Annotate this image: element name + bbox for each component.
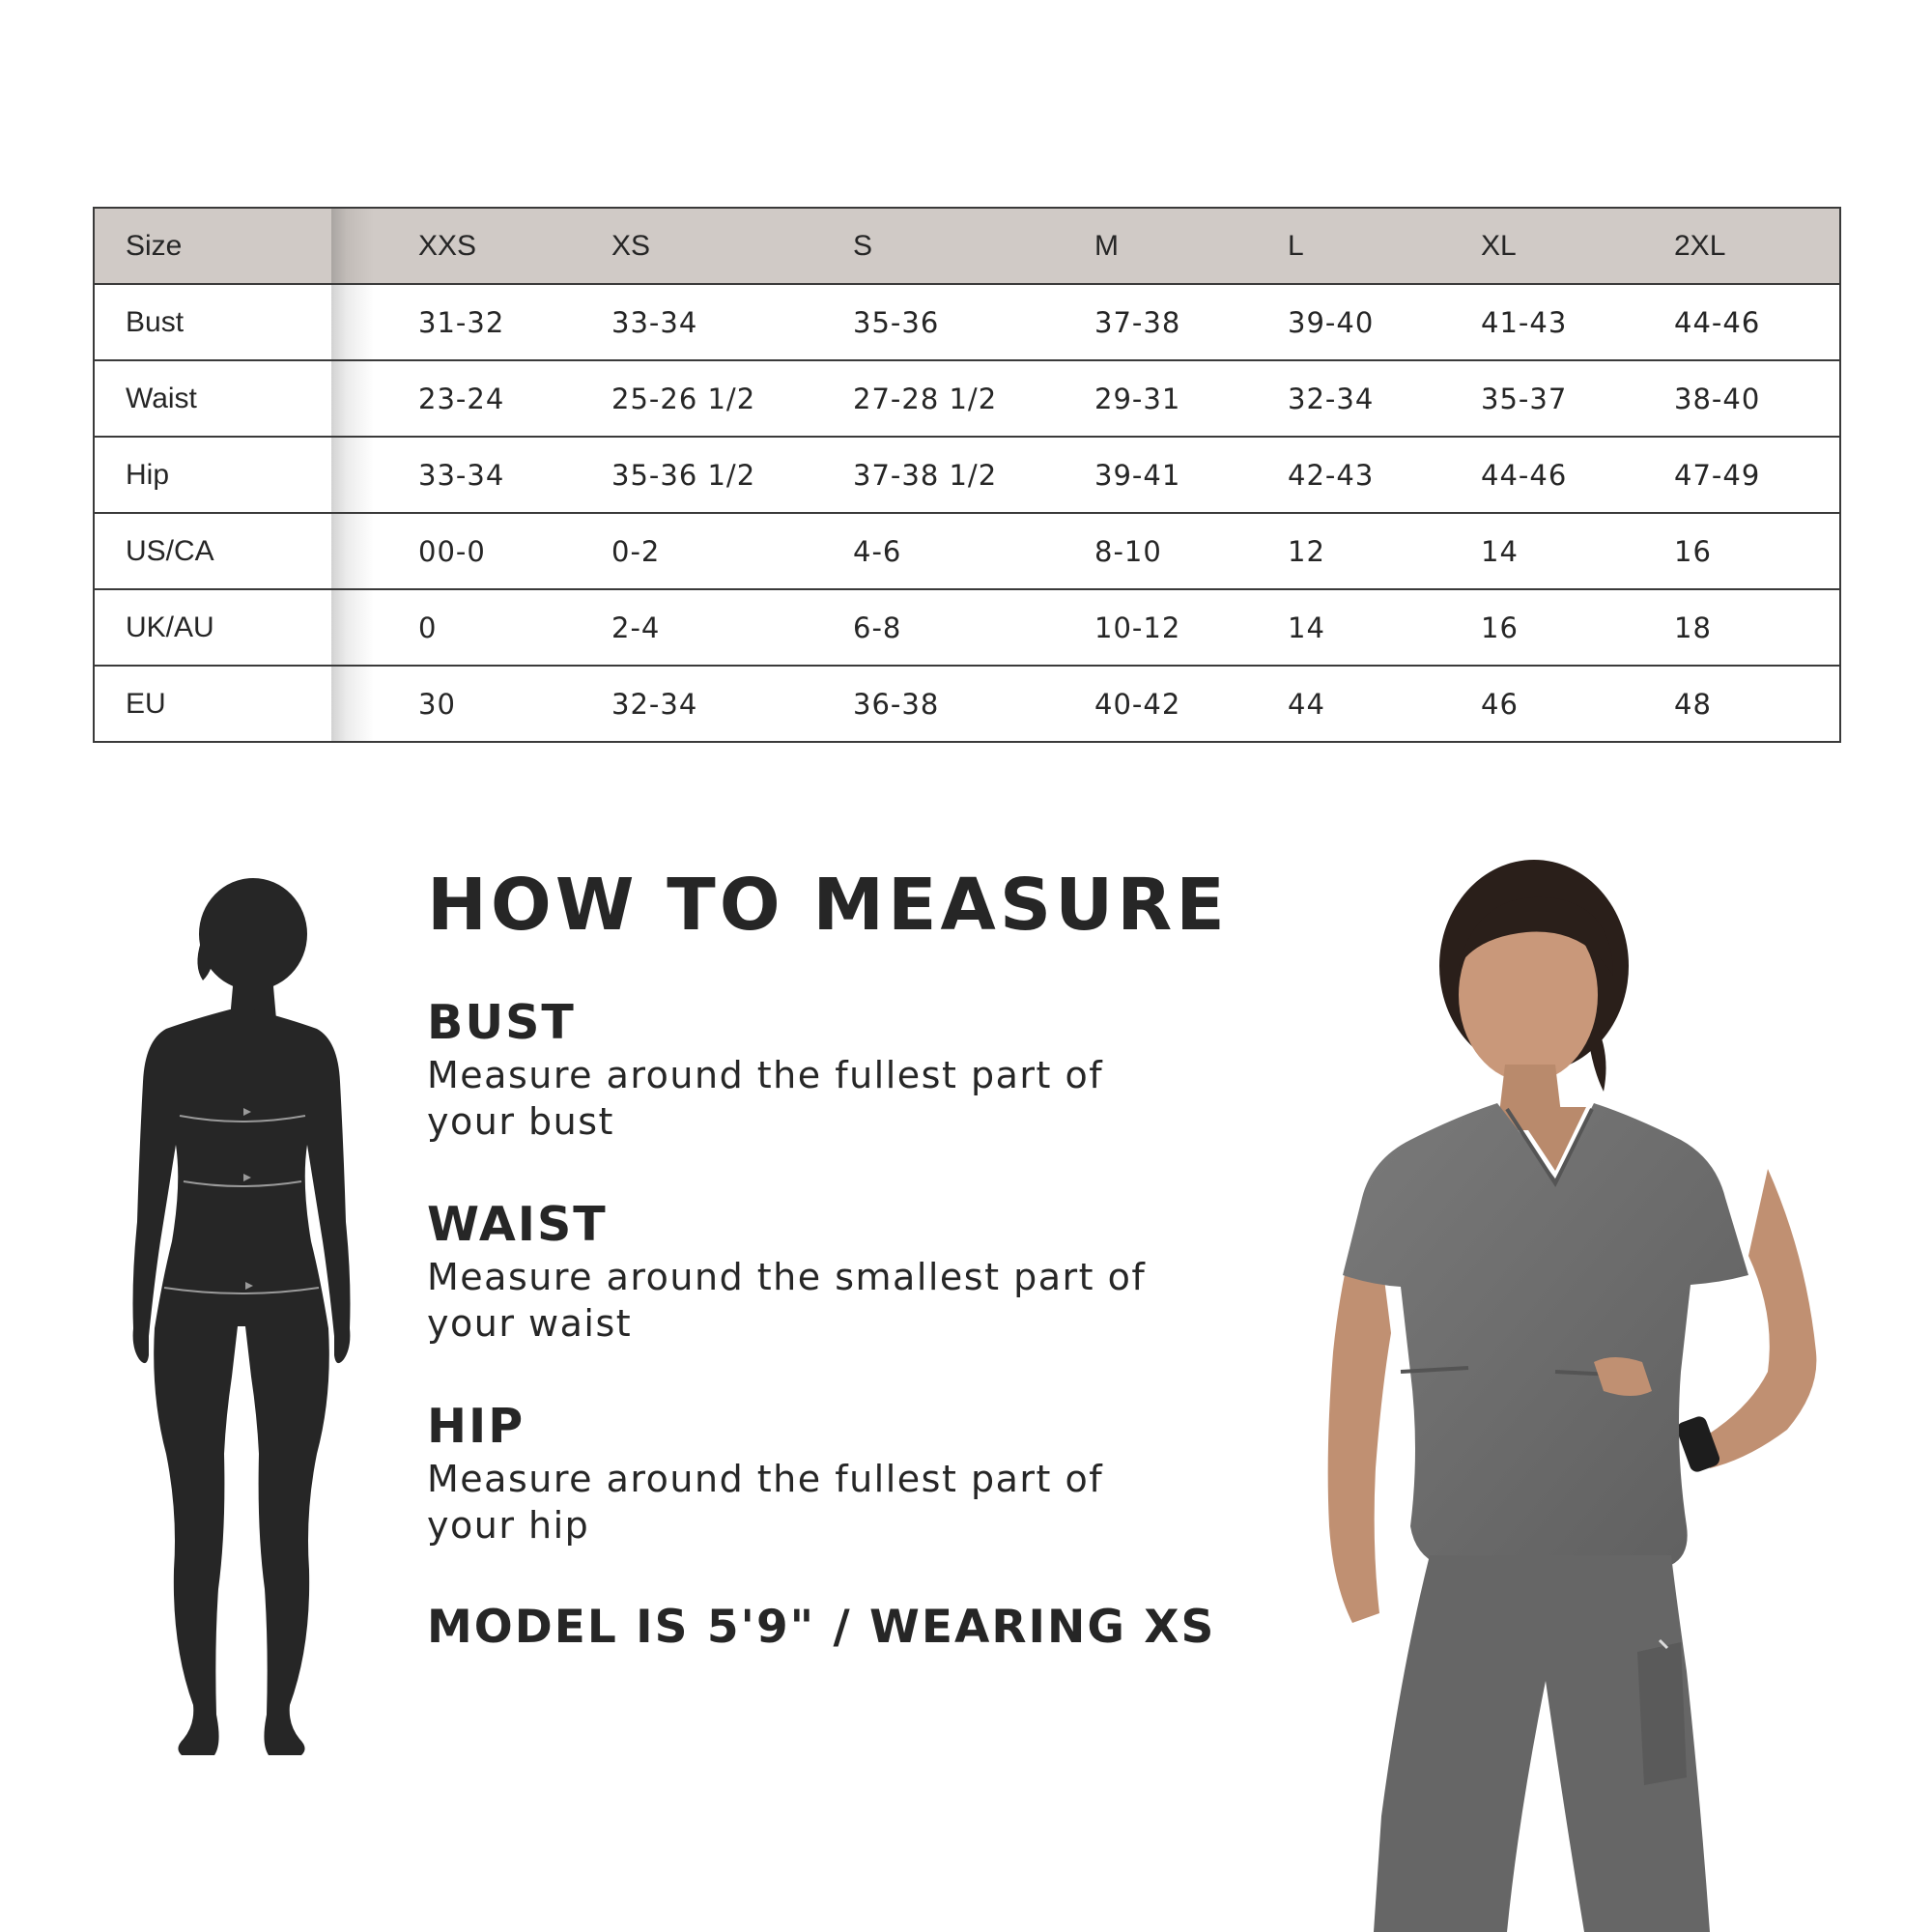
- table-cell: 37-38 1/2: [853, 437, 1094, 513]
- table-cell: 44-46: [1674, 284, 1840, 360]
- row-label: Waist: [94, 360, 331, 437]
- table-cell: 41-43: [1481, 284, 1674, 360]
- table-row: [94, 666, 1840, 742]
- how-to-measure-section: [427, 864, 1248, 1654]
- size-header-cell: L: [1288, 208, 1481, 284]
- row-label: US/CA: [94, 513, 331, 589]
- table-cell: 38-40: [1674, 360, 1840, 437]
- table-cell: 14: [1481, 513, 1674, 589]
- table-cell: 27-28 1/2: [853, 360, 1094, 437]
- model-size-note: MODEL IS 5'9" / WEARING XS: [427, 1601, 1216, 1654]
- table-cell: 39-40: [1288, 284, 1481, 360]
- table-cell: 35-36 1/2: [611, 437, 853, 513]
- size-header-cell: M: [1094, 208, 1288, 284]
- table-cell: 48: [1674, 687, 1712, 721]
- bust-description: Measure around the fullest part of your bust: [427, 1054, 1104, 1143]
- table-cell: 18: [1674, 589, 1840, 666]
- hip-heading: HIP: [427, 1399, 526, 1454]
- hip-description: Measure around the fullest part of your hip: [427, 1458, 1104, 1547]
- size-chart-table: [93, 207, 1841, 743]
- size-header-label: Size: [94, 208, 331, 284]
- size-header-cell: XL: [1481, 208, 1674, 284]
- row-label: UK/AU: [94, 589, 331, 666]
- column-divider: [331, 437, 418, 513]
- table-cell: 46: [1481, 687, 1519, 721]
- column-divider: [331, 360, 418, 437]
- model-photo-illustration: [1265, 850, 1835, 1932]
- table-cell: 47-49: [1674, 437, 1840, 513]
- table-cell: 42-43: [1288, 437, 1481, 513]
- row-label: EU: [126, 687, 166, 720]
- table-cell: 40-42: [1094, 687, 1181, 721]
- table-cell: 32-34: [1288, 360, 1481, 437]
- size-header-cell: XXS: [418, 208, 611, 284]
- table-cell: 12: [1288, 513, 1481, 589]
- table-cell: 16: [1674, 513, 1840, 589]
- waist-heading: WAIST: [427, 1197, 608, 1252]
- table-cell: 30: [418, 687, 456, 721]
- table-cell: 44-46: [1481, 437, 1674, 513]
- table-cell: 16: [1481, 589, 1674, 666]
- table-cell: 37-38: [1094, 284, 1288, 360]
- waist-description: Measure around the smallest part of your waist: [427, 1256, 1147, 1345]
- row-label: Bust: [94, 284, 331, 360]
- table-cell: 31-32: [418, 284, 611, 360]
- table-row: [94, 360, 1840, 437]
- size-header-cell: 2XL: [1674, 208, 1840, 284]
- table-cell: 33-34: [418, 437, 611, 513]
- bust-heading: BUST: [427, 995, 576, 1050]
- table-cell: 2-4: [611, 589, 853, 666]
- table-cell: 6-8: [853, 589, 1094, 666]
- table-cell: 10-12: [1094, 589, 1288, 666]
- table-cell: 39-41: [1094, 437, 1288, 513]
- table-row: [94, 589, 1840, 666]
- table-cell: 33-34: [611, 284, 853, 360]
- table-cell: 4-6: [853, 513, 1094, 589]
- table-cell: 23-24: [418, 360, 611, 437]
- table-cell: 35-37: [1481, 360, 1674, 437]
- column-divider: [331, 208, 418, 284]
- table-cell: 0-2: [611, 513, 853, 589]
- table-cell: 0: [418, 589, 611, 666]
- size-header-cell: S: [853, 208, 1094, 284]
- table-cell: 25-26 1/2: [611, 360, 853, 437]
- table-cell: 35-36: [853, 284, 1094, 360]
- table-cell: 14: [1288, 589, 1481, 666]
- table-cell: 32-34: [611, 687, 698, 721]
- table-row: [94, 437, 1840, 513]
- body-silhouette-icon: [126, 874, 396, 1773]
- column-divider: [331, 284, 418, 360]
- size-header-cell: XS: [611, 208, 853, 284]
- table-cell: 44: [1288, 687, 1325, 721]
- row-label: Hip: [94, 437, 331, 513]
- column-divider: [331, 513, 418, 589]
- size-header-row: [94, 208, 1840, 284]
- table-cell: 8-10: [1094, 513, 1288, 589]
- table-cell: 29-31: [1094, 360, 1288, 437]
- table-cell: 00-0: [418, 513, 611, 589]
- section-title: HOW TO MEASURE: [427, 864, 1229, 947]
- table-row: [94, 513, 1840, 589]
- table-cell: 36-38: [853, 687, 940, 721]
- table-row: [94, 284, 1840, 360]
- column-divider: [331, 666, 418, 742]
- column-divider: [331, 589, 418, 666]
